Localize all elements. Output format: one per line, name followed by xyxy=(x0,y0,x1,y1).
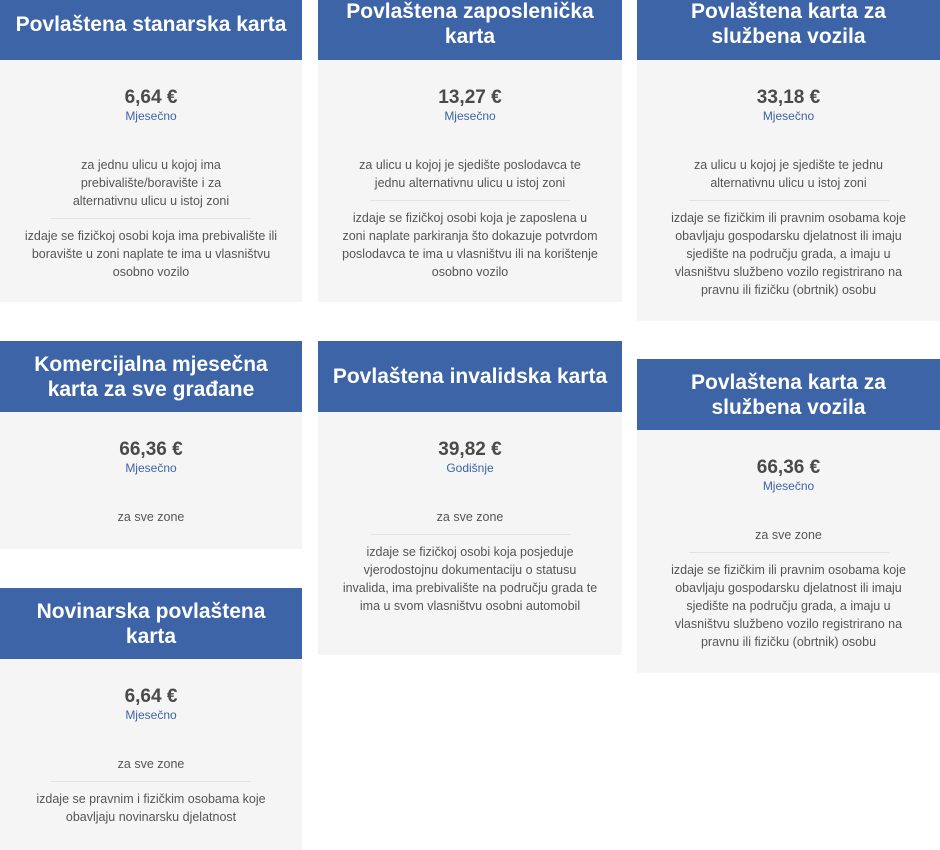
card-divider xyxy=(51,781,251,782)
card-description: izdaje se fizičkim ili pravnim osobama koje obavljaju gospodarsku djelatnost ili imaju sjedište na području grada, a imaju u vlasništvu službeno vozilo registrirano na pravnu ili fizičku (obrtnik) osobu xyxy=(671,563,906,649)
pricing-card-komercijalna xyxy=(0,341,302,549)
card-divider xyxy=(51,218,251,219)
card-zone: za ulicu u kojoj je sjedište poslodavca te jednu alternativnu ulicu u istoj zoni xyxy=(359,158,581,190)
card-description: izdaje se fizičkoj osobi koja je zaposlena u zoni naplate parkiranja što dokazuje potvrdom poslodavca te ima u vlasništvu ili na korištenje osobno vozilo xyxy=(342,211,598,279)
card-divider xyxy=(370,200,570,201)
card-price: 66,36 € xyxy=(119,439,183,460)
card-title: Povlaštena invalidska karta xyxy=(318,341,622,412)
card-description: izdaje se fizičkoj osobi koja posjeduje vjerodostojnu dokumentaciju o statusu invalida, ima prebivalište na području grada te ima u svom vlasništvu osobni automobil xyxy=(342,545,598,613)
card-description: izdaje se fizičkoj osobi koja ima prebivalište ili boravište u zoni naplate te ima u vlasništvu osobno vozilo xyxy=(24,229,278,279)
card-title: Povlaštena stanarska karta xyxy=(0,0,302,60)
card-divider xyxy=(689,200,889,201)
card-price: 13,27 € xyxy=(438,87,502,108)
card-description: izdaje se fizičkim ili pravnim osobama koje obavljaju gospodarsku djelatnost ili imaju sjedište na području grada, a imaju u vlasništvu službeno vozilo registrirano na pravnu ili fizičku (obrtnik) osobu xyxy=(671,211,906,297)
pricing-card-sluzbena-vozila-sve-zone xyxy=(637,359,940,673)
card-price: 6,64 € xyxy=(124,686,178,707)
card-divider xyxy=(370,534,570,535)
pricing-card-stanarska xyxy=(0,0,302,302)
card-zone: za sve zone xyxy=(755,528,822,542)
card-title: Novinarska povlaštena karta xyxy=(0,588,302,659)
card-price: 33,18 € xyxy=(756,87,821,108)
card-title: Povlaštena karta za službena vozila xyxy=(637,359,940,430)
card-price: 66,36 € xyxy=(756,457,821,478)
card-period: Mjesečno xyxy=(762,109,815,123)
card-period: Godišnje xyxy=(446,461,494,475)
card-price: 6,64 € xyxy=(124,87,178,108)
card-zone: za ulicu u kojoj je sjedište te jednu alternativnu ulicu u istoj zoni xyxy=(693,158,883,190)
pricing-card-novinarska xyxy=(0,588,302,850)
pricing-card-invalidska xyxy=(318,341,622,655)
card-description: izdaje se pravnim i fizičkim osobama koje obavljaju novinarsku djelatnost xyxy=(36,792,266,824)
card-price: 39,82 € xyxy=(438,439,502,460)
card-title: Komercijalna mjesečna karta za sve građane xyxy=(0,341,302,412)
card-period: Mjesečno xyxy=(125,109,177,123)
card-period: Mjesečno xyxy=(125,708,177,722)
card-period: Mjesečno xyxy=(125,461,177,475)
card-period: Mjesečno xyxy=(762,479,815,493)
card-divider xyxy=(689,552,889,553)
pricing-card-sluzbena-vozila xyxy=(637,0,940,321)
card-zone: za sve zone xyxy=(117,510,185,524)
card-period: Mjesečno xyxy=(444,109,496,123)
card-zone: za jednu ulicu u kojoj ima prebivalište/boravište i za alternativnu ulicu u istoj zoni xyxy=(72,158,230,208)
card-zone: za sve zone xyxy=(117,757,185,771)
pricing-card-zaposlenicka xyxy=(318,0,622,302)
card-title: Povlaštena zaposlenička karta xyxy=(318,0,622,60)
card-title: Povlaštena karta za službena vozila xyxy=(637,0,940,60)
card-zone: za sve zone xyxy=(436,510,504,524)
